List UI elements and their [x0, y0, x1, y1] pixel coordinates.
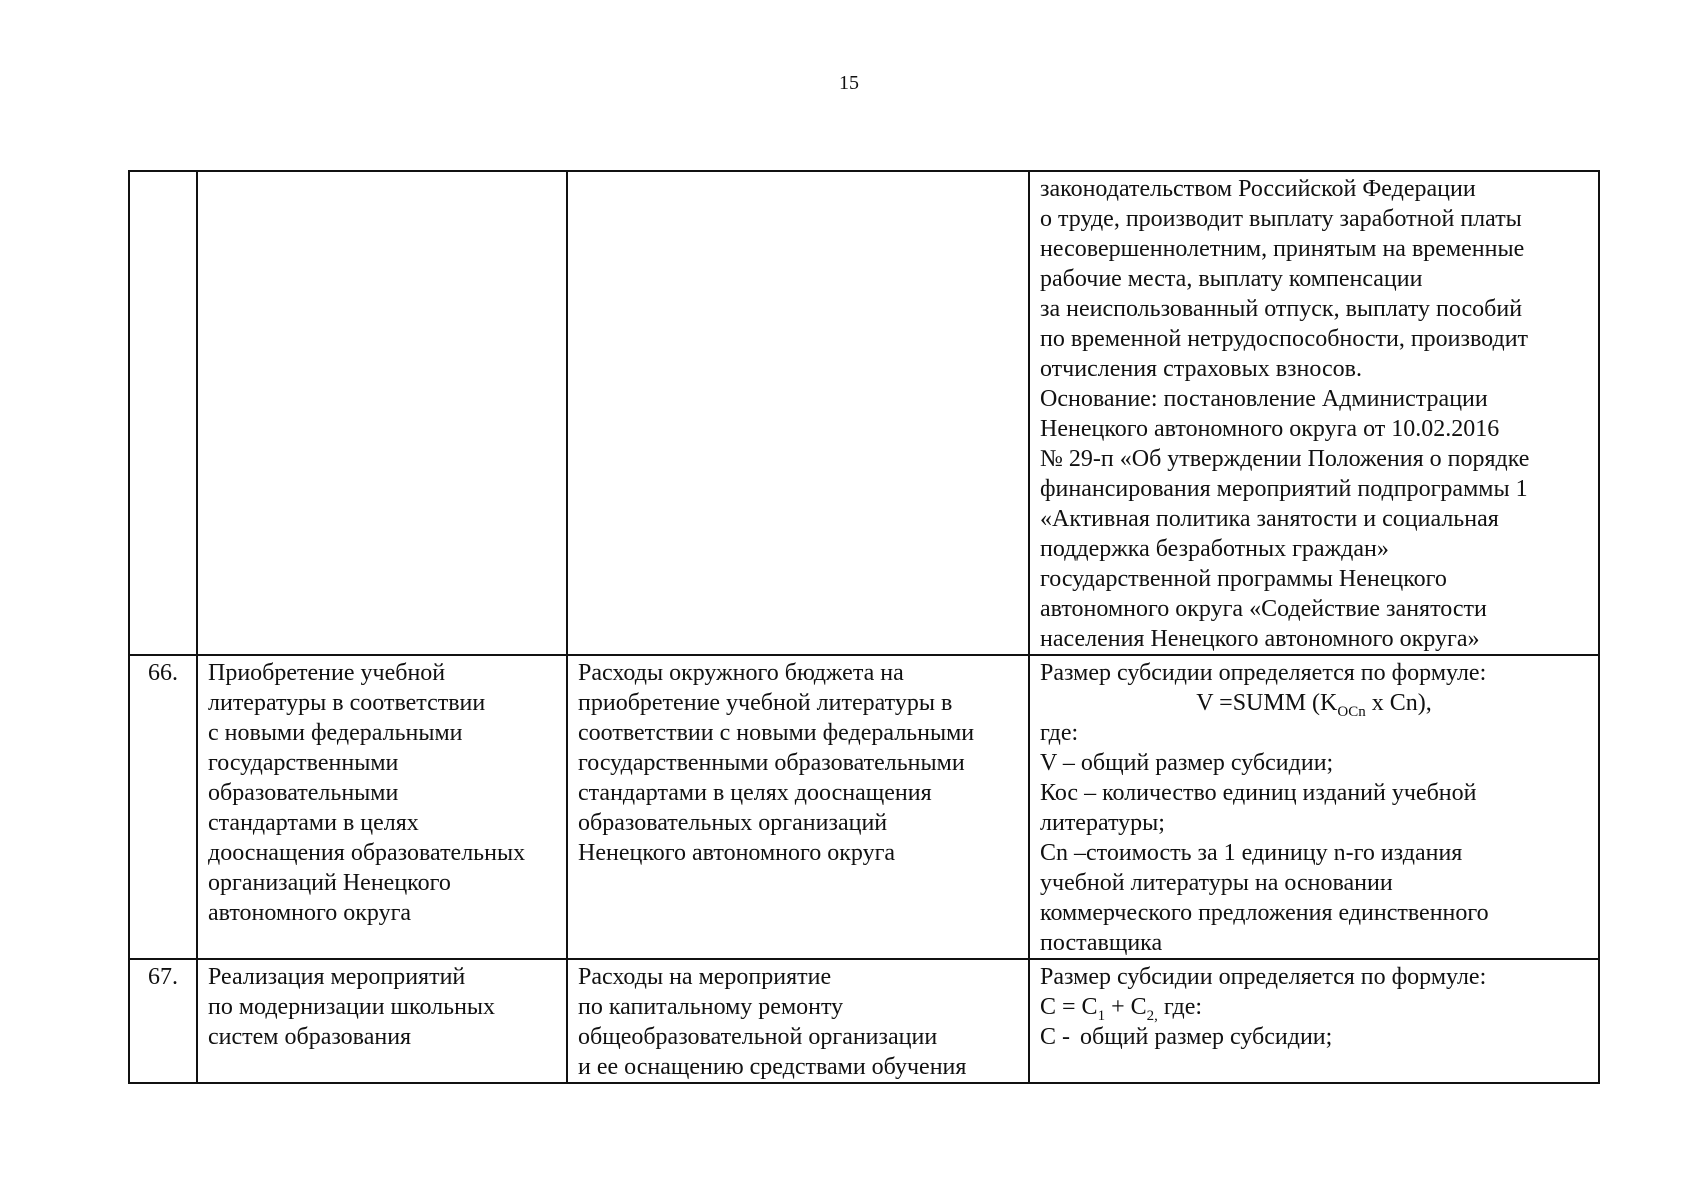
- text-line: Кос – количество единиц изданий учебной: [1040, 780, 1477, 806]
- text-line: «Активная политика занятости и социальная: [1040, 506, 1499, 532]
- text-line: автономного округа «Содействие занятости: [1040, 596, 1487, 622]
- formula-line: [1040, 688, 1588, 718]
- table-row: [129, 655, 1599, 959]
- text-line: № 29-п «Об утверждении Положения о порядке: [1040, 446, 1530, 472]
- text-line: стандартами в целях дооснащения: [578, 780, 932, 806]
- formula-tail: x Cn),: [1365, 690, 1432, 716]
- text-line: по временной нетрудоспособности, производит: [1040, 326, 1529, 352]
- row-description-cell: [567, 959, 1029, 1083]
- row-method-cell: [1029, 171, 1599, 655]
- text-line: организаций Ненецкого: [208, 870, 451, 896]
- row-method-cell: [1029, 959, 1599, 1083]
- text-line: Расходы окружного бюджета на: [578, 660, 904, 686]
- row-name-cell: [197, 959, 567, 1083]
- text-line: по модернизации школьных: [208, 994, 496, 1020]
- text-line: Cn –стоимость за 1 единицу n-го издания: [1040, 840, 1463, 866]
- formula-part: где:: [1157, 994, 1203, 1020]
- text-line: систем образования: [208, 1024, 412, 1050]
- row-description-cell: [567, 171, 1029, 655]
- text-line: финансирования мероприятий подпрограммы 1: [1040, 476, 1528, 502]
- text-line: стандартами в целях: [208, 810, 419, 836]
- text-fragment: C -: [1040, 1024, 1070, 1050]
- text-line: образовательных организаций: [578, 810, 888, 836]
- row-description-cell: [567, 655, 1029, 959]
- row-name-cell: [197, 655, 567, 959]
- text-fragment: общий размер субсидии;: [1080, 1024, 1333, 1050]
- formula-line: [1040, 992, 1588, 1022]
- text-line: Размер субсидии определяется по формуле:: [1040, 660, 1487, 686]
- text-line: за неиспользованный отпуск, выплату пособий: [1040, 296, 1523, 322]
- text-line: Ненецкого автономного округа от 10.02.2016: [1040, 416, 1500, 442]
- text-line: образовательными: [208, 780, 399, 806]
- text-line: Основание: постановление Администрации: [1040, 386, 1488, 412]
- text-line: Реализация мероприятий: [208, 964, 466, 990]
- table-row: [129, 171, 1599, 655]
- row-number-cell: 67.: [129, 959, 197, 1083]
- text-line: отчисления страховых взносов.: [1040, 356, 1362, 382]
- formula-subscript: 2,: [1146, 1007, 1158, 1024]
- text-line: рабочие места, выплату компенсации: [1040, 266, 1423, 292]
- text-line: государственными: [208, 750, 399, 776]
- text-line: государственными образовательными: [578, 750, 965, 776]
- text-line: V – общий размер субсидии;: [1040, 750, 1334, 776]
- table-row: [129, 959, 1599, 1083]
- text-line: государственной программы Ненецкого: [1040, 566, 1447, 592]
- formula-subscript: OCn: [1337, 703, 1366, 720]
- text-line: [1040, 1022, 1588, 1052]
- text-line: и ее оснащению средствами обучения: [578, 1054, 967, 1080]
- text-line: Ненецкого автономного округа: [578, 840, 896, 866]
- text-line: Приобретение учебной: [208, 660, 446, 686]
- text-line: о труде, производит выплату заработной платы: [1040, 206, 1522, 232]
- subsidy-table: [128, 170, 1600, 1084]
- text-line: где:: [1040, 720, 1079, 746]
- row-name-cell: [197, 171, 567, 655]
- text-line: поставщика: [1040, 930, 1163, 956]
- text-line: дооснащения образовательных: [208, 840, 526, 866]
- row-number-cell: 66.: [129, 655, 197, 959]
- formula-part: + C: [1105, 994, 1147, 1020]
- text-line: Расходы на мероприятие: [578, 964, 832, 990]
- text-line: поддержка безработных граждан»: [1040, 536, 1389, 562]
- text-line: законодательством Российской Федерации: [1040, 176, 1476, 202]
- text-line: по капитальному ремонту: [578, 994, 844, 1020]
- text-line: приобретение учебной литературы в: [578, 690, 953, 716]
- text-line: с новыми федеральными: [208, 720, 463, 746]
- text-line: коммерческого предложения единственного: [1040, 900, 1489, 926]
- text-line: литературы в соответствии: [208, 690, 486, 716]
- page-number: 15: [839, 72, 859, 94]
- text-line: общеобразовательной организации: [578, 1024, 938, 1050]
- text-line: учебной литературы на основании: [1040, 870, 1393, 896]
- formula-subscript: 1: [1097, 1007, 1106, 1024]
- text-line: автономного округа: [208, 900, 412, 926]
- formula-part: C = C: [1040, 994, 1098, 1020]
- text-line: Размер субсидии определяется по формуле:: [1040, 964, 1487, 990]
- row-number-cell: [129, 171, 197, 655]
- row-method-cell: [1029, 655, 1599, 959]
- text-line: населения Ненецкого автономного округа»: [1040, 626, 1480, 652]
- text-line: соответствии с новыми федеральными: [578, 720, 975, 746]
- text-line: литературы;: [1040, 810, 1165, 836]
- text-line: несовершеннолетним, принятым на временные: [1040, 236, 1525, 262]
- formula-main: V =SUMM (K: [1196, 690, 1338, 716]
